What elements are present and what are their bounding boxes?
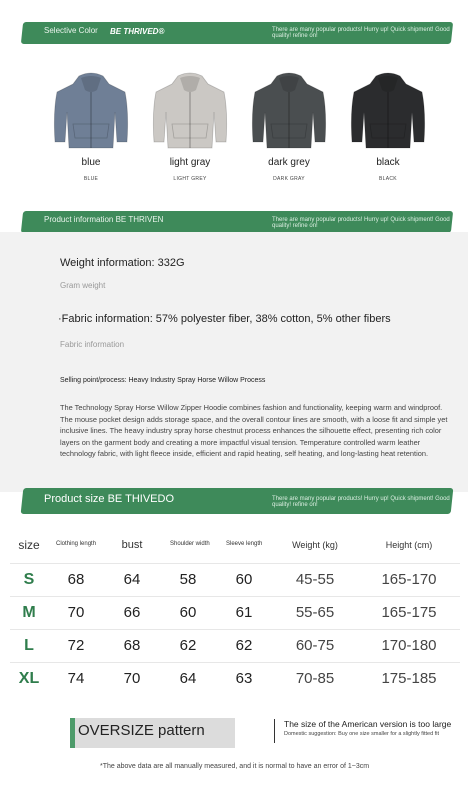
cell-length: 68 [48,563,104,596]
swatch-code: BLUE [83,176,99,182]
domestic-suggestion: Domestic suggestion: Buy one size smaller for a slightly fitted fit [284,731,439,737]
swatch-code: LIGHT GREY [173,176,207,182]
table-row [10,662,460,695]
swatch-2[interactable] [244,72,334,182]
cell-sleeve: 61 [216,596,272,629]
header-sleeve: Sleeve length [226,541,263,548]
swatch-code: BLACK [379,176,397,182]
cell-weight: 55-65 [272,596,358,629]
cell-bust: 66 [104,596,160,629]
header-size: size [18,537,40,552]
cell-bust: 70 [104,662,160,695]
swatch-code: DARK GRAY [273,176,305,182]
table-row [10,596,460,629]
cell-weight: 45-55 [272,563,358,596]
cell-sleeve: 62 [216,629,272,662]
gram-label: Gram weight [60,281,106,290]
swatch-name: dark grey [268,157,310,168]
swatch-0[interactable] [46,72,136,182]
cell-bust: 68 [104,629,160,662]
measurement-note: *The above data are all manually measured, and it is normal to have an error of 1~3cm [100,763,370,770]
cell-size: XL [10,662,48,695]
weight-info: Weight information: 332G [60,257,185,269]
cell-sleeve: 63 [216,662,272,695]
size-table [10,527,460,695]
swatch-1[interactable] [145,72,235,182]
fabric-info: ·Fabric information: 57% polyester fiber, 38% cotton, 5% other fibers [58,313,391,325]
us-size-note: The size of the American version is too large [284,719,452,729]
cell-shoulder: 58 [160,563,216,596]
cell-height: 165-175 [358,596,460,629]
oversize-label: OVERSIZE pattern [78,722,205,739]
brand-logo: BE THRIVED® [110,27,165,36]
product-info-title: Product information BE THRIVEN [44,215,164,224]
cell-shoulder: 62 [160,629,216,662]
product-description: The Technology Spray Horse Willow Zipper Hoodie combines fashion and functionality, keeping warm and windproof. The mouse pocket design adds storage space, and the overall contour lines are smooth, with a loose fit and simple yet inclusive lines. The heavy industry spray horse chestnut process enhances the silhouette effect, presenting rich color layers on the garment body and creating a more impactful visual tension. Temperature controlled warm leather technology fabric, with light fleece inside, efficient and rapid heating, self heating, and long-lasting heat retention. [60,403,448,458]
selling-point: Selling point/process: Heavy Industry Spray Horse Willow Process [60,377,266,384]
cell-bust: 64 [104,563,160,596]
cell-shoulder: 60 [160,596,216,629]
header-weight: Weight (kg) [292,539,338,550]
swatch-name: blue [81,157,101,168]
swatch-3[interactable] [343,72,433,182]
cell-size: L [10,629,48,662]
hoodie-image [249,72,329,150]
hoodie-image [150,72,230,150]
header-bust: bust [121,538,143,551]
header-height: Height (cm) [385,539,433,550]
cell-height: 170-180 [358,629,460,662]
banner-promo: There are many popular products! Hurry up! Quick shipment! Good quality! refine on! [272,217,450,229]
cell-length: 72 [48,629,104,662]
swatch-name: black [376,157,400,168]
cell-sleeve: 60 [216,563,272,596]
cell-weight: 70-85 [272,662,358,695]
cell-length: 70 [48,596,104,629]
fabric-label: Fabric information [60,340,125,349]
hoodie-image [51,72,131,150]
cell-length: 74 [48,662,104,695]
cell-size: S [10,563,48,596]
swatch-name: light gray [169,157,211,168]
cell-height: 165-170 [358,563,460,596]
size-title: Product size BE THIVEDO [44,493,175,505]
divider [274,719,275,743]
cell-weight: 60-75 [272,629,358,662]
banner-label: Selective Color [44,26,98,35]
cell-size: M [10,596,48,629]
banner-promo: There are many popular products! Hurry up! Quick shipment! Good quality! refine on! [272,496,450,508]
table-row [10,629,460,662]
header-clothing-length: Clothing length [56,541,97,548]
header-shoulder: Shoulder width [170,541,210,548]
cell-height: 175-185 [358,662,460,695]
banner-promo: There are many popular products! Hurry up! Quick shipment! Good quality! refine on! [272,27,450,39]
hoodie-image [348,72,428,150]
cell-shoulder: 64 [160,662,216,695]
table-row [10,563,460,596]
